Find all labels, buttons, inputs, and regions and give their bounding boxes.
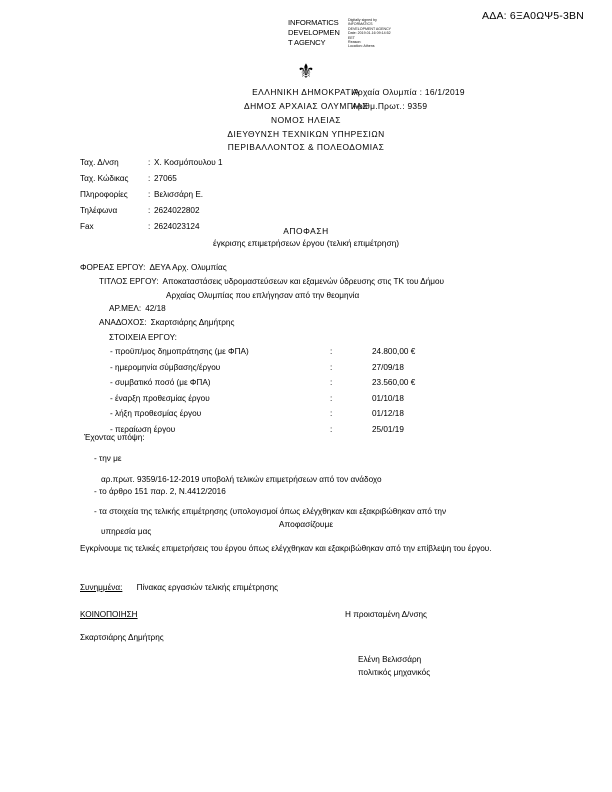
figure-label: - συμβατικό ποσό (με ΦΠΑ) [110,378,211,388]
figure-label: - λήξη προθεσμίας έργου [110,409,202,419]
project-title-value: Αποκαταστάσεις υδρομαστεύσεων και εξαμενών ύδρευσης στις ΤΚ του Δήμου [162,277,445,287]
contact-value: 27065 [154,173,177,183]
figure-value: 24.800,00 € [372,347,416,356]
contact-value: Χ. Κοσμόπουλου 1 [154,158,223,167]
project-study-label: ΑΡ.ΜΕΛ: [109,304,142,314]
stamp-agency-name [288,18,344,48]
stamp-detail-7: Location: Athens [348,44,375,49]
contact-label: Fax [80,221,94,231]
contact-label: Ταχ. Κώδικας [80,173,129,183]
org-line-1: ΕΛΛΗΝΙΚΗ ΔΗΜΟΚΡΑΤΙΑ [252,87,360,97]
figure-label: - προϋπ/μος δημοπράτησης (με ΦΠΑ) [110,347,249,356]
figure-label: - έναρξη προθεσμίας έργου [110,393,210,403]
stamp-signature-details [348,18,426,49]
figure-row [80,406,540,422]
digital-signature-stamp [288,18,426,49]
contact-colon: : [148,173,151,183]
figure-colon: : [330,393,333,403]
org-line-4: ΔΙΕΥΘΥΝΣΗ ΤΕΧΝΙΚΩΝ ΥΠΗΡΕΣΙΩΝ [227,128,385,139]
project-carrier-value: ΔΕΥΑ Αρχ. Ολυμπίας [149,263,227,272]
stamp-line-1: INFORMATICS [288,18,339,27]
signature-name: Ελένη Βελισσάρη [358,655,422,664]
stamp-detail-3: DEVELOPMENT AGENCY [348,26,392,31]
figure-colon: : [330,424,333,434]
considering-item: - την με [94,454,122,464]
figure-colon: : [330,362,333,372]
project-contractor-row [80,317,540,330]
contact-value: Βελισσάρη Ε. [154,189,204,199]
stamp-line-3: T AGENCY [288,38,326,48]
stamp-detail-5: EET [348,35,355,40]
place-date-line: Αρχαία Ολυμπία : 16/1/2019 [352,87,465,97]
considering-item: - τα στοιχεία της τελικής επιμέτρησης (υπολογισμοί όπως ελέγχθηκαν και εξακριβώθηκαν από την [94,507,447,517]
figure-row [80,344,540,360]
contact-label: Πληροφορίες [80,189,128,199]
project-title-label: ΤΙΤΛΟΣ ΕΡΓΟΥ: [99,277,159,287]
decide-heading: Αποφασίζουμε [278,519,334,529]
figure-row [80,391,540,407]
stamp-detail-1: Digitally signed by [348,18,377,22]
project-contractor-label: ΑΝΑΔΟΧΟΣ: [99,318,147,328]
decision-title: ΑΠΟΦΑΣΗ [283,226,329,236]
attachments-value: Πίνακας εργασιών τελικής επιμέτρησης [136,583,279,592]
contact-row [80,171,223,187]
org-line-2: ΔΗΜΟΣ ΑΡΧΑΙΑΣ ΟΛΥΜΠΙΑΣ [244,100,368,111]
figure-label: - ημερομηνία σύμβασης/έργου [110,362,221,372]
contact-colon: : [148,221,151,231]
considering-item: - το άρθρο 151 παρ. 2, Ν.4412/2016 [94,486,226,496]
considering-title: Έχοντας υπόψη: [84,433,145,442]
figure-value: 27/09/18 [372,362,404,372]
ada-code: ΑΔΑ: 6ΞΑ0ΩΨ5-3ΒΝ [482,10,584,22]
contact-value: 2624022802 [154,205,200,215]
notification-recipient: Σκαρτσιάρης Δημήτρης [80,633,164,642]
project-carrier-row [80,262,540,275]
project-study-value: 42/18 [145,304,166,314]
signature-role: πολιτικός μηχανικός [358,668,431,677]
contact-value: 2624023124 [154,221,200,231]
figure-colon: : [330,378,333,388]
place-and-protocol [352,86,465,114]
project-study-row [80,303,540,316]
project-contractor-value: Σκαρτσιάρης Δημήτρης [150,318,235,328]
figure-row [80,375,540,391]
stamp-line-2: DEVELOPMEN [288,28,340,38]
project-info-block [80,262,540,345]
contact-colon: : [148,189,151,199]
project-details-label: ΣΤΟΙΧΕΙΑ ΕΡΓΟΥ: [109,333,177,343]
attachments-label: Συνημμένα: [80,583,123,592]
stamp-detail-6: Reason: [348,39,362,44]
contact-colon: : [148,205,151,215]
figure-label: - περαίωση έργου [110,424,176,434]
figure-value: 25/01/19 [372,424,404,434]
figure-colon: : [330,347,333,356]
national-emblem-icon: ⚜ [297,61,315,83]
figure-value: 01/10/18 [372,393,404,403]
contact-label: Ταχ. Δ/νση [80,158,119,167]
attachments-row [80,583,278,592]
contact-row [80,187,223,203]
figure-row [80,360,540,376]
figure-value: 23.560,00 € [372,378,416,388]
contact-label: Τηλέφωνα [80,205,118,215]
signature-title: Η προισταμένη Δ/νσης [345,610,427,619]
notification-label: ΚΟΙΝΟΠΟΙΗΣΗ [80,610,138,619]
contact-block [80,155,223,235]
contact-colon: : [148,158,151,167]
figure-colon: : [330,409,333,419]
org-line-3: ΝΟΜΟΣ ΗΛΕΙΑΣ [271,114,341,125]
stamp-detail-4: Date: 2019.01.16 09:14:52 [348,31,391,36]
contact-row [80,155,223,171]
project-title-row [80,276,540,289]
considering-item-cont: υπηρεσία μας [101,527,152,537]
considering-item-detail: αρ.πρωτ. 9359/16-12-2019 υποβολή τελικών επιμετρήσεων από τον ανάδοχο [101,474,382,484]
project-carrier-label: ΦΟΡΕΑΣ ΕΡΓΟΥ: [80,263,146,272]
project-figures-list [80,344,540,437]
contact-row [80,203,223,219]
org-line-5: ΠΕΡΙΒΑΛΛΟΝΤΟΣ & ΠΟΛΕΟΔΟΜΙΑΣ [227,142,385,153]
decision-subtitle: έγκρισης επιμετρήσεων έργου (τελική επιμέτρηση) [212,238,400,248]
figure-value: 01/12/18 [372,409,404,419]
protocol-number-line: Αριθμ.Πρωτ.: 9359 [352,100,428,111]
project-title-value-cont: Αρχαίας Ολυμπίας που επλήγησαν από την θεομηνία [166,291,360,301]
stamp-detail-2: INFORMATICS [348,22,373,27]
decision-body-paragraph: Εγκρίνουμε τις τελικές επιμετρήσεις του έργου όπως ελέγχθηκαν και εξακριβώθηκαν από την επίβλεψη του έργου. [80,544,492,553]
organization-header [0,86,612,155]
